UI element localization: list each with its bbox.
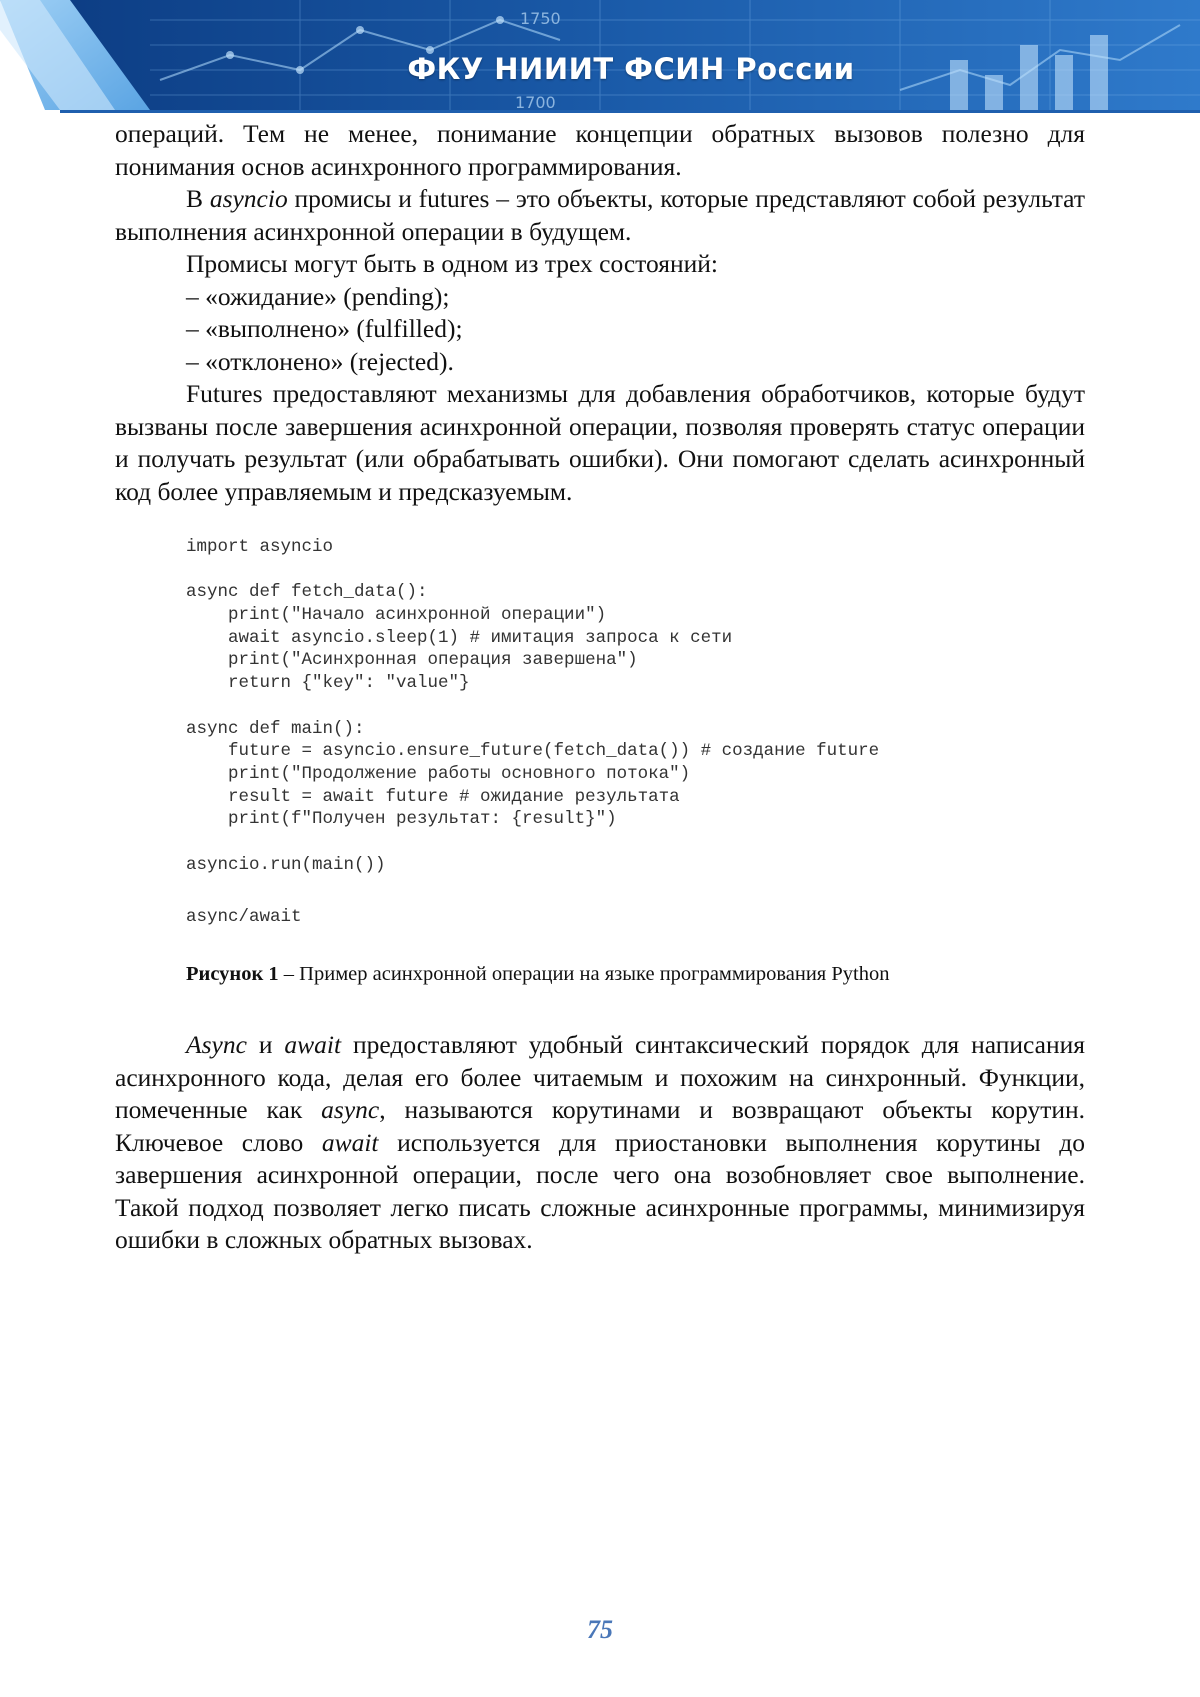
code-line: async def main(): bbox=[186, 718, 1085, 741]
code-line: return {"key": "value"} bbox=[186, 672, 1085, 695]
code-line: print("Начало асинхронной операции") bbox=[186, 604, 1085, 627]
await-term: await bbox=[284, 1030, 341, 1059]
paragraph-2 bbox=[115, 183, 1085, 248]
header-bg-number-1: 1750 bbox=[520, 9, 561, 28]
paragraph-2-start: В bbox=[186, 184, 210, 213]
code-line: await asyncio.sleep(1) # имитация запроса к сети bbox=[186, 627, 1085, 650]
paragraph-5 bbox=[115, 1029, 1085, 1257]
paragraph-5-text-2: предоставляют удобный синтаксический порядок для написания асинхронного кода, делая его более читаемым и похожим на синхронный. Функции, помеченные как bbox=[115, 1030, 1085, 1124]
code-line: print(f"Получен результат: {result}") bbox=[186, 808, 1085, 831]
header-title: ФКУ НИИИТ ФСИН России bbox=[0, 52, 1200, 86]
async-term-2: async bbox=[321, 1095, 379, 1124]
code-line bbox=[186, 831, 1085, 854]
paragraph-5-text-4: используется для приостановки выполнения корутины до завершения асинхронной операции, после чего она возобновляет свое выполнение. Такой подход позволяет легко писать сложные асинхронные программы, минимизируя ошибки в сложных обратных вызовах. bbox=[115, 1128, 1085, 1255]
async-term: Async bbox=[186, 1030, 247, 1059]
code-line: print("Асинхронная операция завершена") bbox=[186, 649, 1085, 672]
asyncio-term: asyncio bbox=[210, 184, 288, 213]
header-bg-number-2: 1700 bbox=[515, 93, 556, 112]
figure-caption bbox=[186, 961, 1085, 987]
code-line: result = await future # ожидание результата bbox=[186, 786, 1085, 809]
code-line: import asyncio bbox=[186, 536, 1085, 559]
paragraph-2-rest: промисы и futures – это объекты, которые представляют собой результат выполнения асинхронной операции в будущем. bbox=[115, 184, 1085, 246]
page-content bbox=[115, 118, 1085, 1257]
code-line: future = asyncio.ensure_future(fetch_data()) # создание future bbox=[186, 740, 1085, 763]
code-line bbox=[186, 695, 1085, 718]
figure-caption-label: Рисунок 1 bbox=[186, 963, 279, 985]
code-line: asyncio.run(main()) bbox=[186, 854, 1085, 877]
paragraph-3: Промисы могут быть в одном из трех состояний: bbox=[115, 248, 1085, 281]
paragraph-1: операций. Тем не менее, понимание концепции обратных вызовов полезно для понимания основ асинхронного программирования. bbox=[115, 118, 1085, 183]
code-footer-text: async/await bbox=[186, 906, 1085, 928]
paragraph-4: Futures предоставляют механизмы для добавления обработчиков, которые будут вызваны после завершения асинхронной операции, позволяя проверять статус операции и получать результат (или обрабатывать ошибки). Они помогают сделать асинхронный код более управляемым и предсказуемым. bbox=[115, 378, 1085, 508]
await-term-2: await bbox=[322, 1128, 379, 1157]
code-line: print("Продолжение работы основного потока") bbox=[186, 763, 1085, 786]
code-line bbox=[186, 559, 1085, 582]
figure-caption-text: – Пример асинхронной операции на языке программирования Python bbox=[279, 963, 890, 985]
list-item: – «ожидание» (pending); bbox=[115, 281, 1085, 314]
code-line: async def fetch_data(): bbox=[186, 581, 1085, 604]
page-header bbox=[0, 0, 1200, 118]
paragraph-5-text-3: , называются корутинами и возвращают объекты корутин. Ключевое слово bbox=[115, 1095, 1085, 1157]
list-item: – «отклонено» (rejected). bbox=[115, 346, 1085, 379]
paragraph-5-text-1: и bbox=[247, 1030, 285, 1059]
code-block bbox=[186, 536, 1085, 876]
list-item: – «выполнено» (fulfilled); bbox=[115, 313, 1085, 346]
page-number: 75 bbox=[0, 1615, 1200, 1645]
